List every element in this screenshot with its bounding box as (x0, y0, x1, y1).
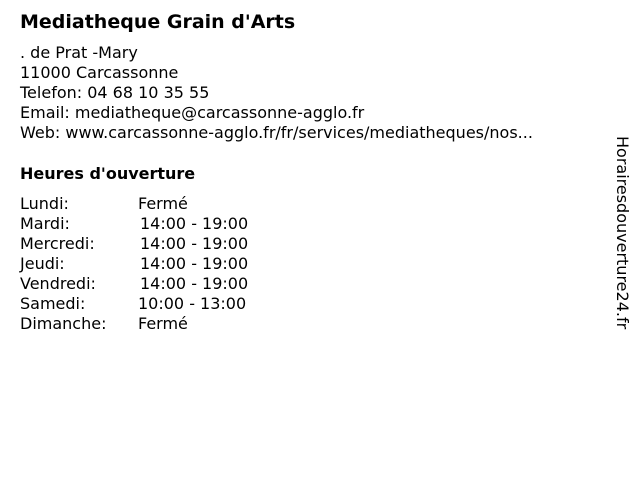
day-label: Lundi: (20, 194, 69, 213)
website-line: Web: www.carcassonne-agglo.fr/fr/services/mediatheques/nos... (20, 123, 533, 142)
hours-value: 10:00 - 13:00 (138, 294, 247, 313)
hours-row-jeudi (20, 254, 320, 274)
hours-value: Fermé (138, 314, 188, 333)
hours-row-lundi (20, 194, 320, 214)
hours-value: 14:00 - 19:00 (140, 234, 249, 253)
day-label: Dimanche: (20, 314, 107, 333)
hours-row-dimanche (20, 314, 320, 334)
hours-row-mercredi (20, 234, 320, 254)
street-address: . de Prat -Mary (20, 43, 138, 62)
opening-hours-table (20, 194, 320, 334)
address-block (20, 43, 533, 143)
hours-value: 14:00 - 19:00 (140, 214, 249, 233)
hours-value: Fermé (138, 194, 188, 213)
city-line: 11000 Carcassonne (20, 63, 179, 82)
page-title: Mediatheque Grain d'Arts (20, 11, 296, 33)
phone-line: Telefon: 04 68 10 35 55 (20, 83, 210, 102)
hours-row-samedi (20, 294, 320, 314)
opening-hours-heading: Heures d'ouverture (20, 164, 196, 183)
hours-row-vendredi (20, 274, 320, 294)
email-line: Email: mediatheque@carcassonne-agglo.fr (20, 103, 365, 122)
day-label: Samedi: (20, 294, 86, 313)
day-label: Jeudi: (20, 254, 65, 273)
day-label: Mercredi: (20, 234, 95, 253)
hours-row-mardi (20, 214, 320, 234)
hours-value: 14:00 - 19:00 (140, 274, 249, 293)
day-label: Vendredi: (20, 274, 96, 293)
site-watermark-label: Horairesdouverture24.fr (613, 136, 632, 330)
day-label: Mardi: (20, 214, 70, 233)
hours-value: 14:00 - 19:00 (140, 254, 249, 273)
